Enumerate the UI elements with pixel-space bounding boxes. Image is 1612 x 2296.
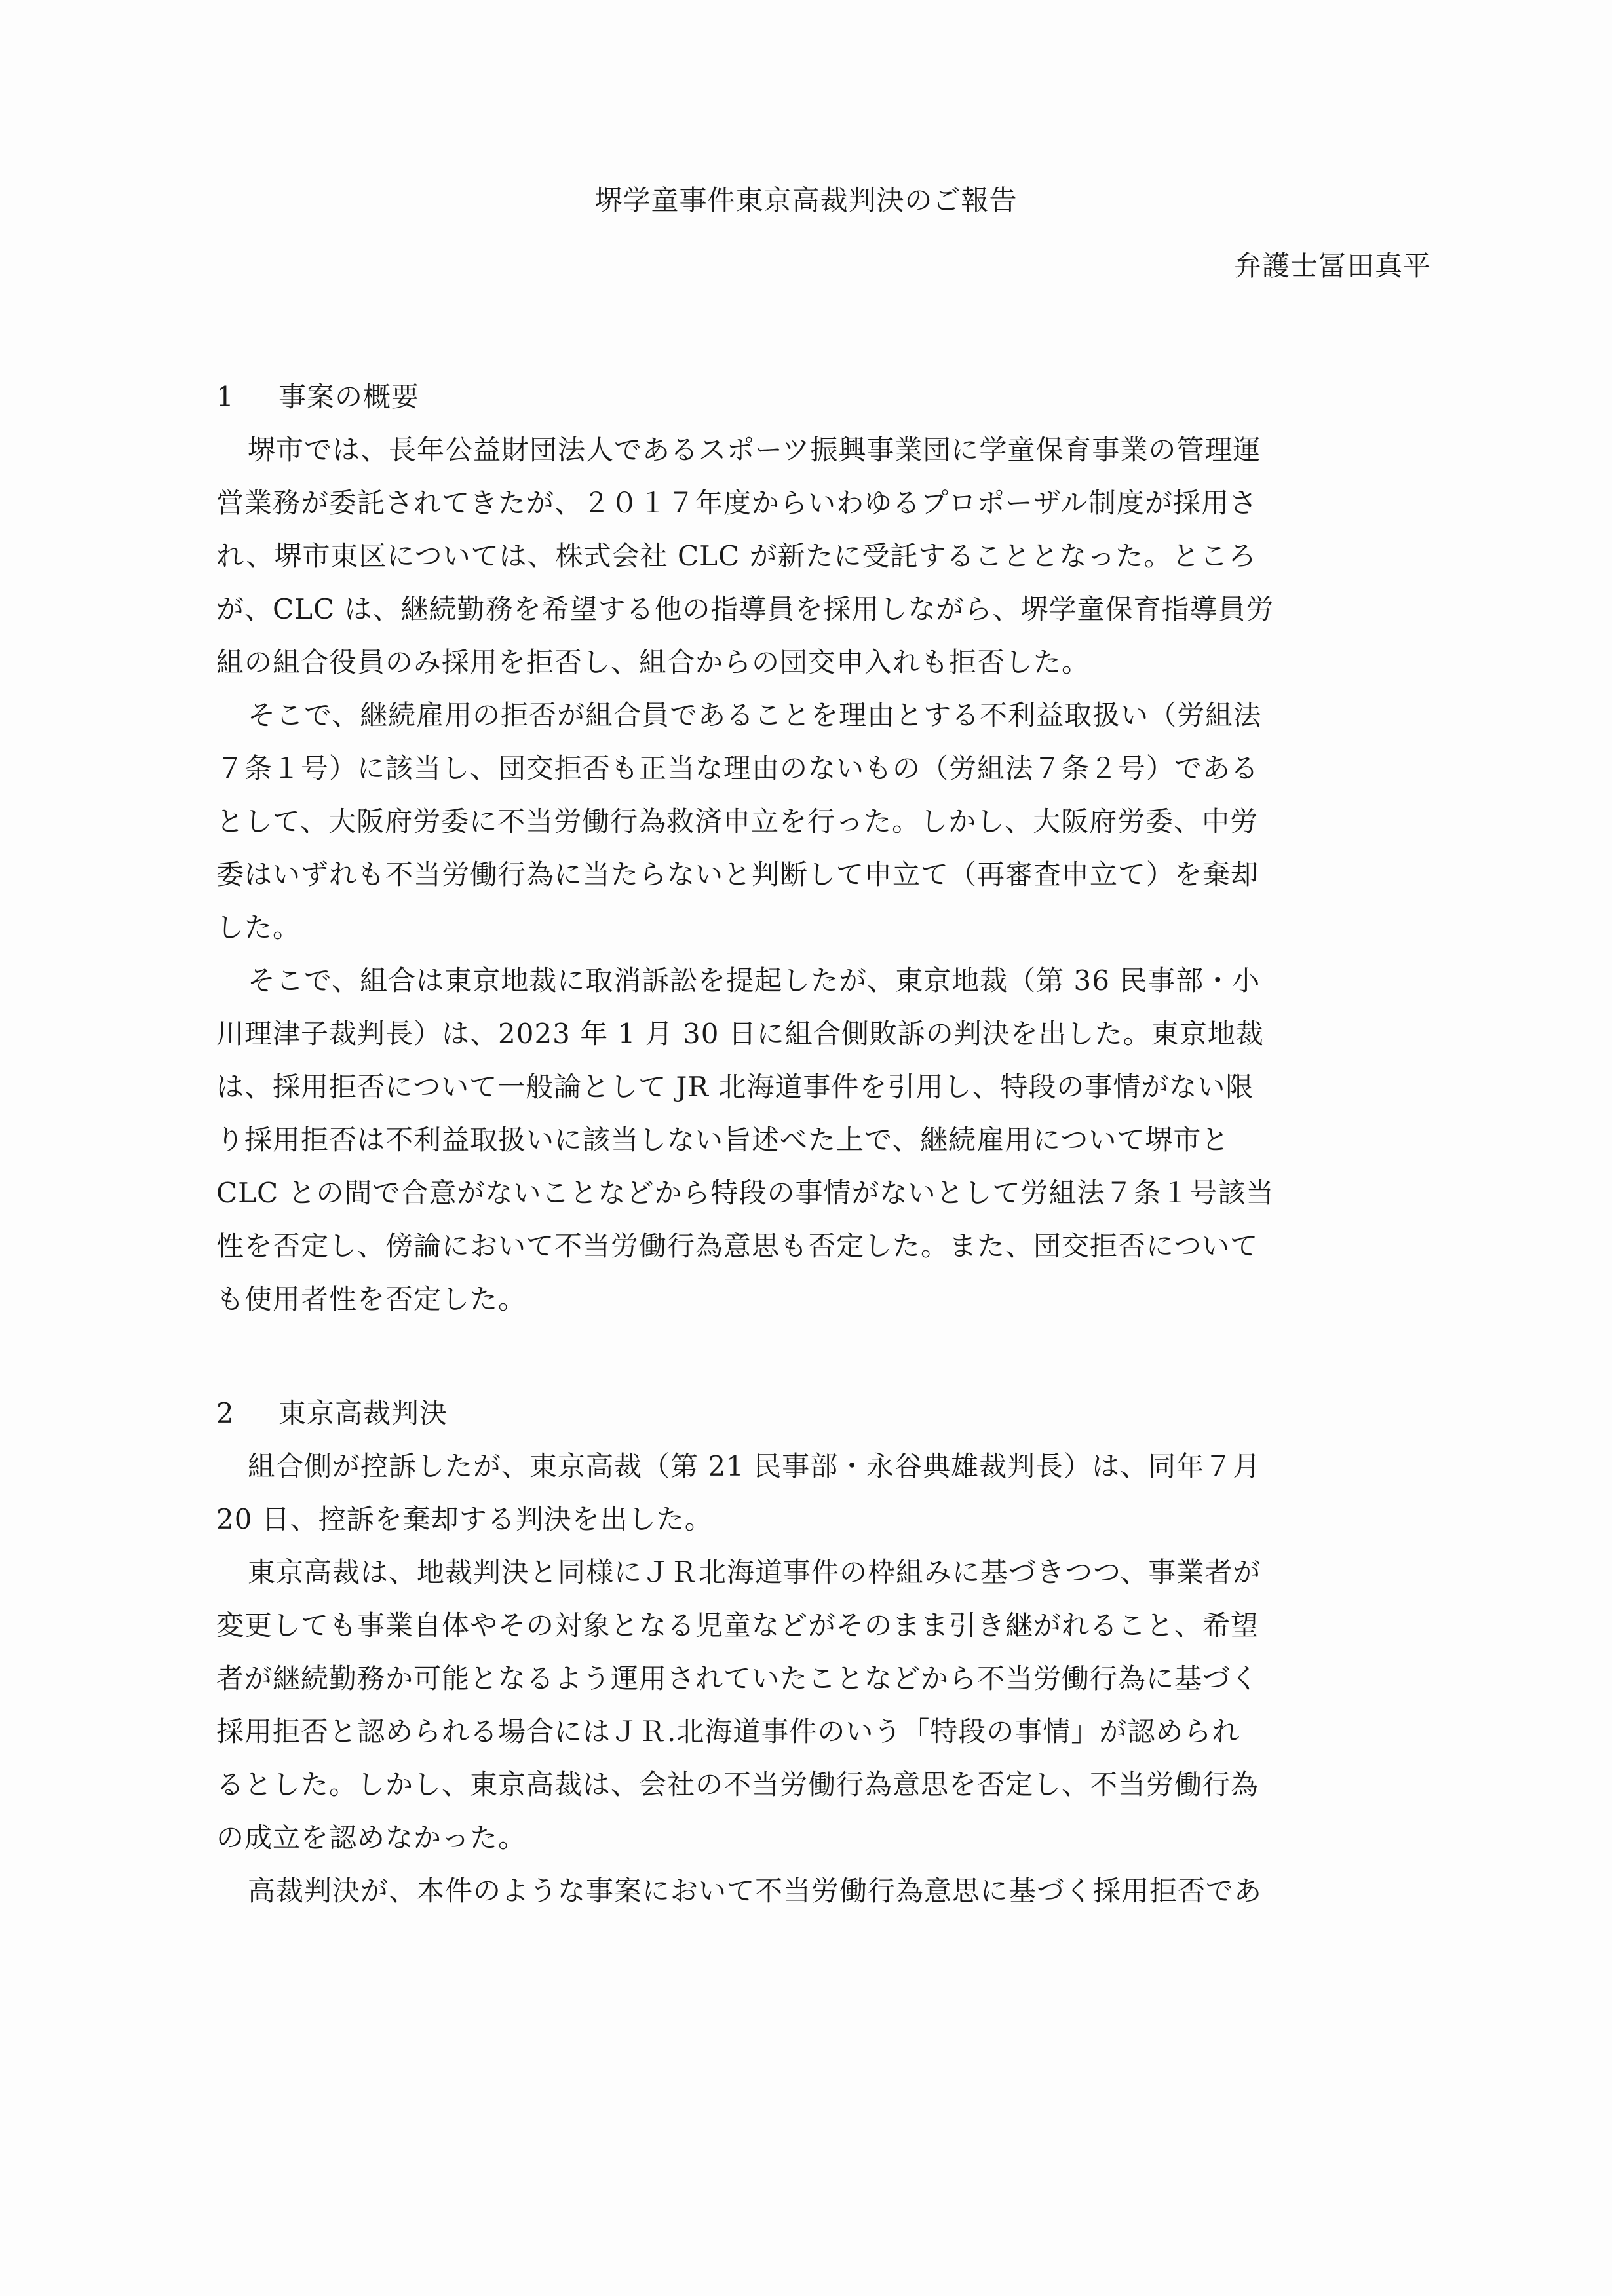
paragraph-line: 東京高裁は、地裁判決と同様にＪＲ北海道事件の枠組みに基づきつつ、事業者が [248, 1556, 1261, 1588]
paragraph-line: 営業務が委託されてきたが、２０１７年度からいわゆるプロポーザル制度が採用さ [216, 487, 1257, 519]
paragraph-line: るとした。しかし、東京高裁は、会社の不当労働行為意思を否定し、不当労働行為 [216, 1769, 1259, 1801]
page-title: 堺学童事件東京高裁判決のご報告 [594, 184, 1018, 216]
section-heading-1 [216, 377, 419, 417]
paragraph-line: そこで、組合は東京地裁に取消訴訟を提起したが、東京地裁（第 36 民事部・小 [248, 965, 1261, 997]
section-title: 東京高裁判決 [278, 1397, 448, 1429]
paragraph-line: も使用者性を否定した。 [216, 1283, 527, 1315]
paragraph-line: 委はいずれも不当労働行為に当たらないと判断して申立て（再審査申立て）を棄却 [216, 858, 1259, 890]
paragraph-line: 変更しても事業自体やその対象となる児童などがそのまま引き継がれること、希望 [216, 1609, 1259, 1641]
paragraph-line: 川理津子裁判長）は、2023 年 1 月 30 日に組合側敗訴の判決を出した。東京地裁 [216, 1018, 1264, 1050]
paragraph-line: ７条１号）に該当し、団交拒否も正当な理由のないもの（労組法７条２号）である [216, 752, 1259, 784]
paragraph-line: り採用拒否は不利益取扱いに該当しない旨述べた上で、継続雇用について堺市と [216, 1124, 1230, 1156]
paragraph-line: 組の組合役員のみ採用を拒否し、組合からの団交申入れも拒否した。 [216, 646, 1090, 678]
paragraph-line: として、大阪府労委に不当労働行為救済申立を行った。しかし、大阪府労委、中労 [216, 805, 1259, 837]
paragraph-line: そこで、継続雇用の拒否が組合員であることを理由とする不利益取扱い（労組法 [248, 699, 1262, 731]
paragraph-line: 高裁判決が、本件のような事案において不当労働行為意思に基づく採用拒否であ [248, 1875, 1263, 1907]
paragraph-line: 20 日、控訴を棄却する判決を出した。 [216, 1503, 713, 1535]
paragraph-line: れ、堺市東区については、株式会社 CLC が新たに受託することとなった。ところ [216, 540, 1257, 572]
section-number: 2 [216, 1397, 235, 1429]
paragraph-line: の成立を認めなかった。 [216, 1822, 527, 1854]
paragraph-line: 堺市では、長年公益財団法人であるスポーツ振興事業団に学童保育事業の管理運 [248, 434, 1261, 466]
paragraph-line: 採用拒否と認められる場合にはＪＲ.北海道事件のいう「特段の事情」が認められ [216, 1715, 1240, 1748]
author-line: 弁護士冨田真平 [1233, 250, 1431, 282]
paragraph-line: 組合側が控訴したが、東京高裁（第 21 民事部・永谷典雄裁判長）は、同年７月 [248, 1450, 1261, 1482]
paragraph-line: が、CLC は、継続勤務を希望する他の指導員を採用しながら、堺学童保育指導員労 [216, 593, 1275, 625]
section-number: 1 [216, 381, 235, 413]
paragraph-line: した。 [216, 911, 301, 944]
paragraph-line: 性を否定し、傍論において不当労働行為意思も否定した。また、団交拒否について [216, 1230, 1259, 1262]
paragraph-line: は、採用拒否について一般論として JR 北海道事件を引用し、特段の事情がない限 [216, 1071, 1254, 1103]
section-title: 事案の概要 [278, 381, 420, 413]
paragraph-line: 者が継続勤務か可能となるよう運用されていたことなどから不当労働行為に基づく [216, 1662, 1259, 1694]
paragraph-line: CLC との間で合意がないことなどから特段の事情がないとして労組法７条１号該当 [216, 1177, 1275, 1209]
section-heading-2 [216, 1394, 448, 1433]
